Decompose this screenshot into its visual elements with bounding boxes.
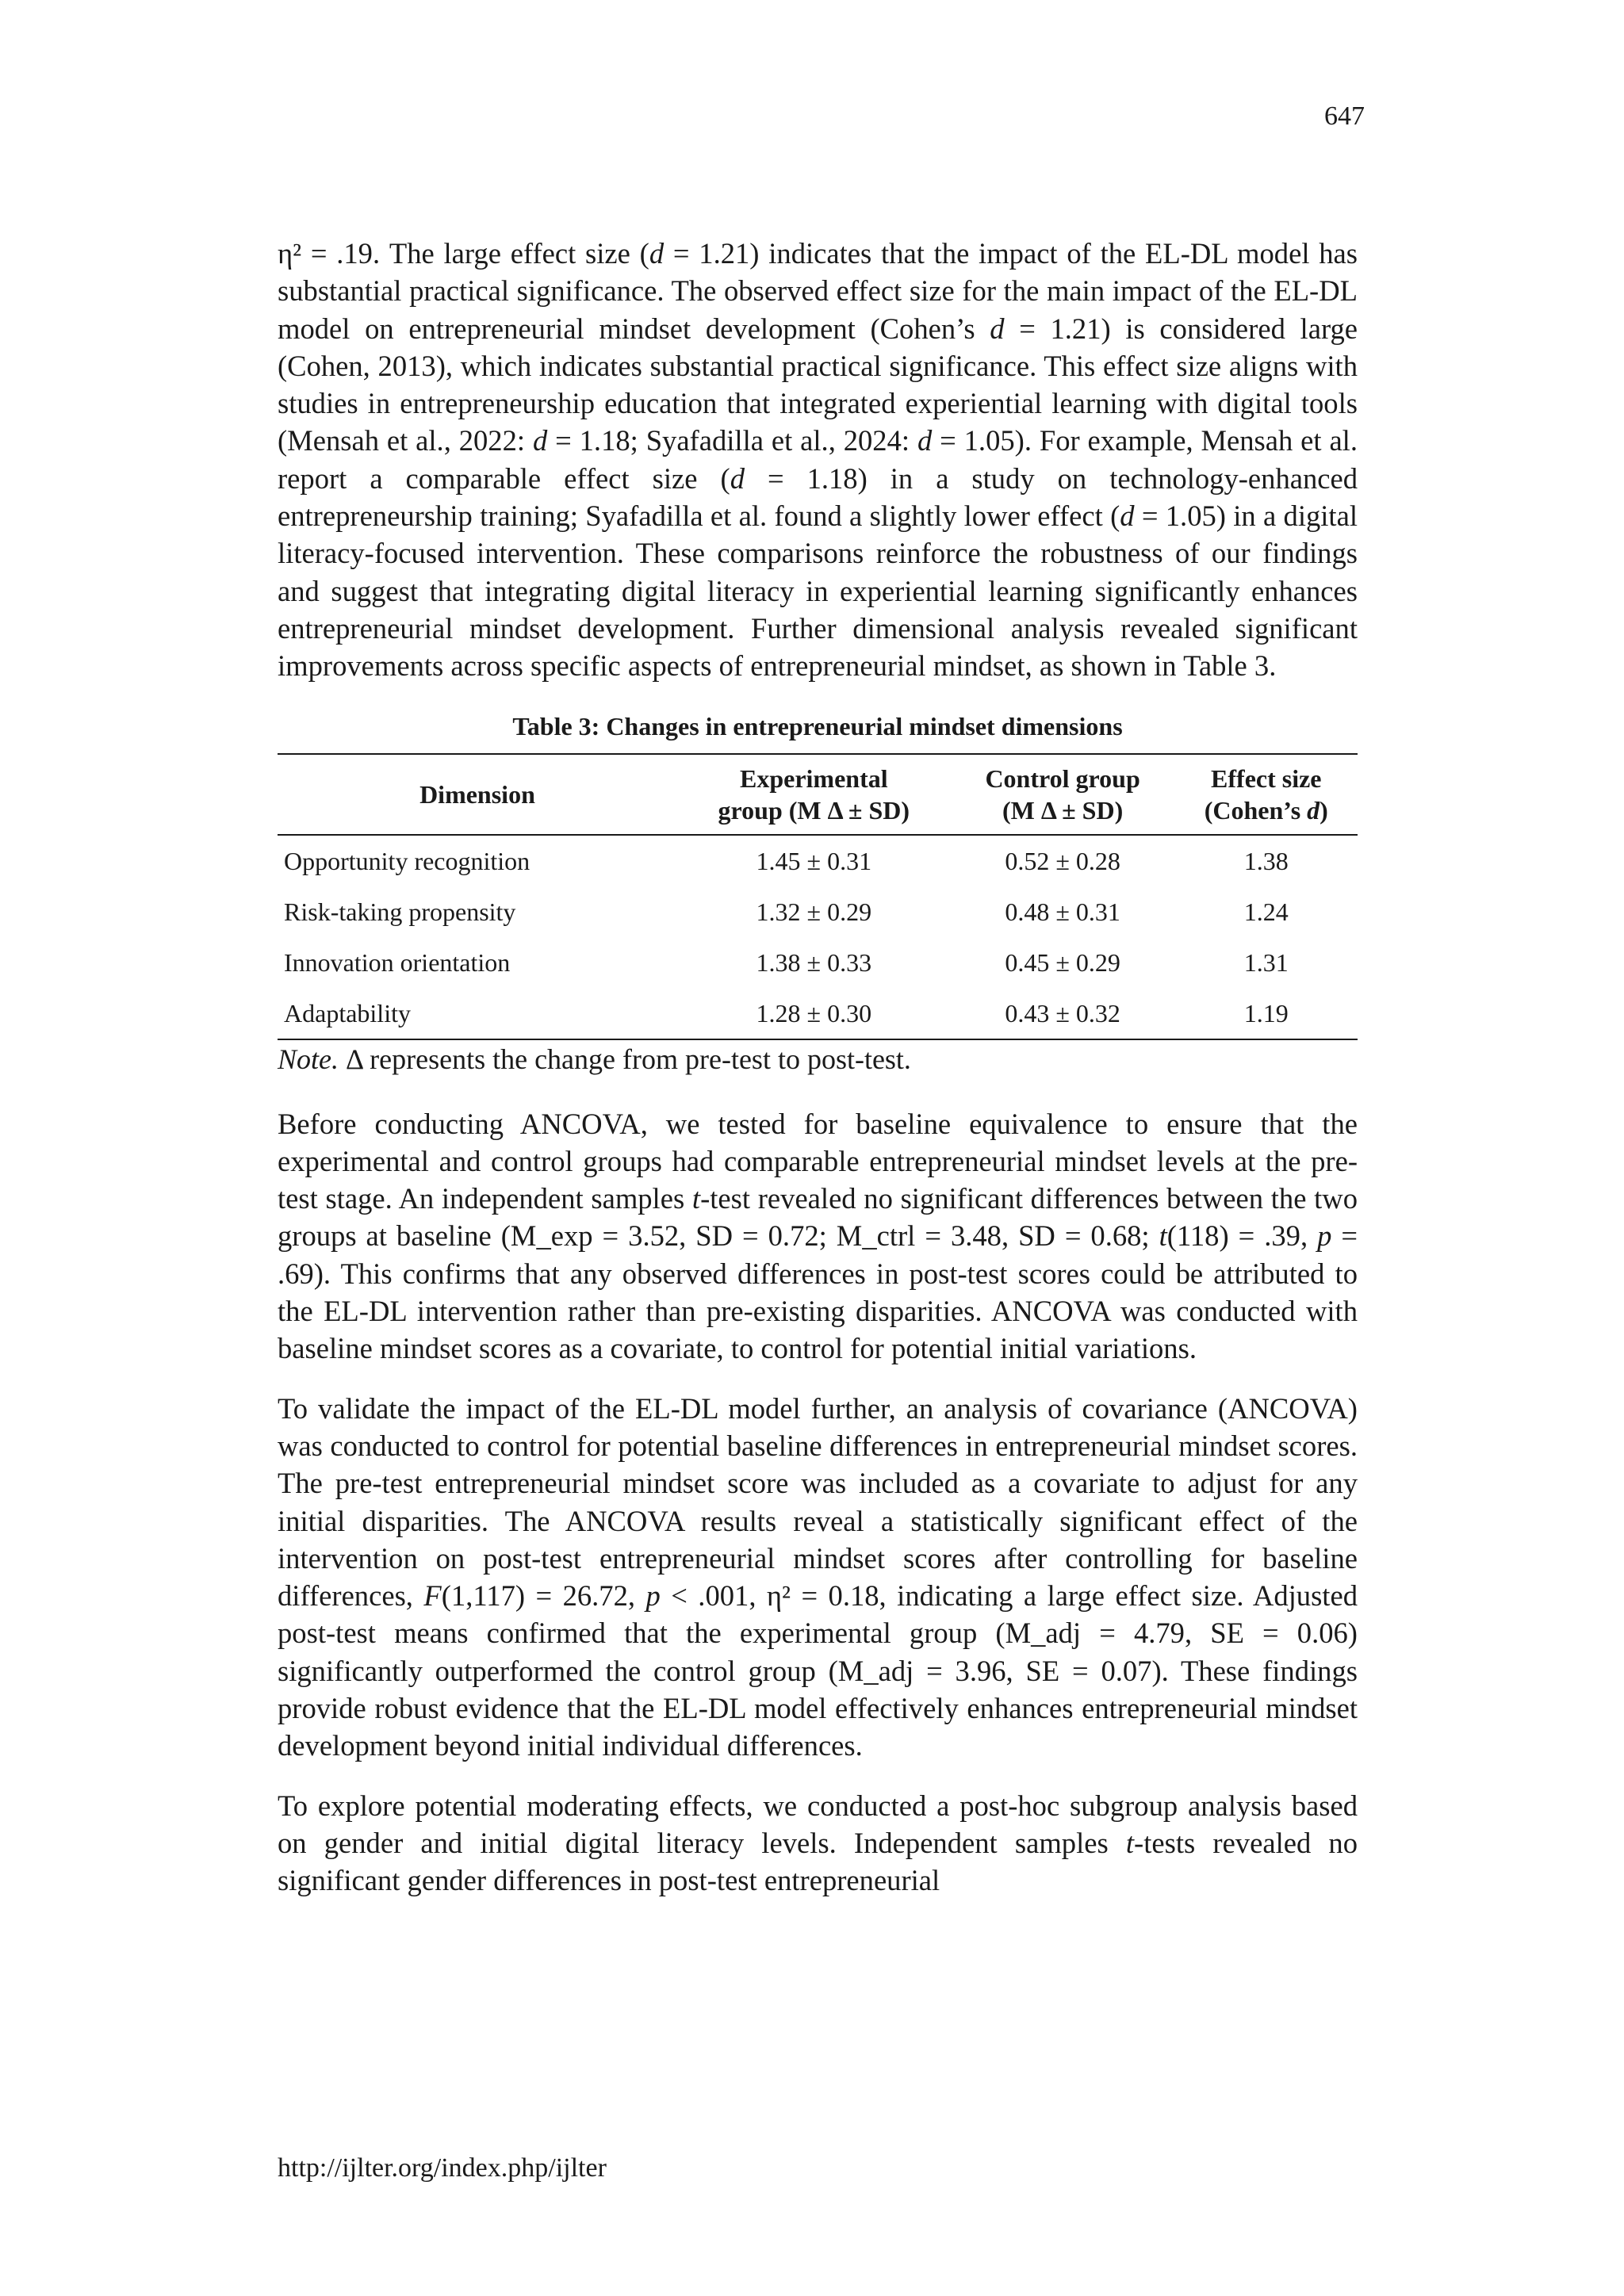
header-dimension: Dimension <box>419 779 535 809</box>
cell-effect: 1.38 <box>1243 846 1289 875</box>
cell-control: 0.43 ± 0.32 <box>1005 998 1120 1027</box>
paragraph-baseline-equivalence: Before conducting ANCOVA, we tested for baseline equivalence to ensure that the experimental and control groups had comparable entrepreneurial mindset levels at the pre-test stage. An independent samples t-test revealed no significant differences between the two groups at baseline (M_exp = 3.52, SD = 0.72; M_ctrl = 3.48, SD = 0.68; t(118) = .39, p = .69). This confirms that any observed differences in post-test scores could be attributed to the EL-DL intervention rather than pre-existing disparities. ANCOVA was conducted with baseline mindset scores as a covariate, to control for potential initial variations. <box>278 1107 1358 1365</box>
paragraph-ancova: To validate the impact of the EL-DL model further, an analysis of covariance (ANCOVA) was conducted to control for potential baseline differences in entrepreneurial mindset scores. The pre-test entrepreneurial mindset score was included as a covariate to adjust for any initial disparities. The ANCOVA results reveal a statistically significant effect of the intervention on post-test entrepreneurial mindset scores after controlling for baseline differences, F(1,117) = 26.72, p < .001, η² = 0.18, indicating a large effect size. Adjusted post-test means confirmed that the experimental group (M_adj = 4.79, SE = 0.06) significantly outperformed the control group (M_adj = 3.96, SE = 0.07). These findings provide robust evidence that the EL-DL model effectively enhances entrepreneurial mindset development beyond initial individual differences. <box>278 1391 1358 1762</box>
table-caption: Table 3: Changes in entrepreneurial mindset dimensions <box>512 711 1123 740</box>
cell-experimental: 1.32 ± 0.29 <box>756 897 872 926</box>
body-content <box>278 235 1358 1900</box>
header-experimental: Experimental group (M Δ ± SD) <box>718 763 910 825</box>
paragraph-moderating-effects: To explore potential moderating effects, we conducted a post-hoc subgroup analysis based on gender and initial digital literacy levels. Independent samples t-tests revealed no significant gender differences in post-test entrepreneurial <box>278 1789 1358 1897</box>
table-header-row <box>278 754 1358 835</box>
cell-experimental: 1.38 ± 0.33 <box>756 947 872 977</box>
table-row <box>278 937 1358 988</box>
cell-experimental: 1.28 ± 0.30 <box>756 998 872 1027</box>
cell-control: 0.45 ± 0.29 <box>1005 947 1120 977</box>
cell-effect: 1.19 <box>1243 998 1289 1027</box>
cell-experimental: 1.45 ± 0.31 <box>756 846 872 875</box>
table-row <box>278 886 1358 937</box>
header-control: Control group (M Δ ± SD) <box>985 763 1140 825</box>
paragraph-effect-size: η² = .19. The large effect size (d = 1.21) indicates that the impact of the EL-DL model has substantial practical significance. The observed effect size for the main impact of the EL-DL model on entrepreneurial mindset development (Cohen’s d = 1.21) is considered large (Cohen, 2013), which indicates substantial practical significance. This effect size aligns with studies in entrepreneurship education that integrated experiential learning with digital tools (Mensah et al., 2022: d = 1.18; Syafadilla et al., 2024: d = 1.05). For example, Mensah et al. report a comparable effect size (d = 1.18) in a study on technology-enhanced entrepreneurship training; Syafadilla et al. found a slightly lower effect (d = 1.05) in a digital literacy-focused intervention. These comparisons reinforce the robustness of our findings and suggest that integrating digital literacy in experiential learning significantly enhances entrepreneurial mindset development. Further dimensional analysis revealed significant improvements across specific aspects of entrepreneurial mindset, as shown in Table 3. <box>278 237 1358 683</box>
table-note: Note. Δ represents the change from pre-test to post-test. <box>278 1043 911 1075</box>
table-row <box>278 835 1358 886</box>
cell-dimension: Innovation orientation <box>284 947 511 977</box>
cell-effect: 1.24 <box>1243 897 1289 926</box>
cell-control: 0.52 ± 0.28 <box>1005 846 1120 875</box>
cell-dimension: Adaptability <box>284 998 411 1027</box>
header-effect-size: Effect size (Cohen’s d) <box>1204 763 1328 825</box>
footer-url: http://ijlter.org/index.php/ijlter <box>278 2153 607 2183</box>
table-mindset-dimensions <box>278 753 1358 1040</box>
cell-effect: 1.31 <box>1243 947 1289 977</box>
page-number: 647 <box>1324 101 1365 131</box>
cell-control: 0.48 ± 0.31 <box>1005 897 1120 926</box>
cell-dimension: Opportunity recognition <box>284 846 530 875</box>
table-row <box>278 988 1358 1039</box>
cell-dimension: Risk-taking propensity <box>284 897 516 926</box>
